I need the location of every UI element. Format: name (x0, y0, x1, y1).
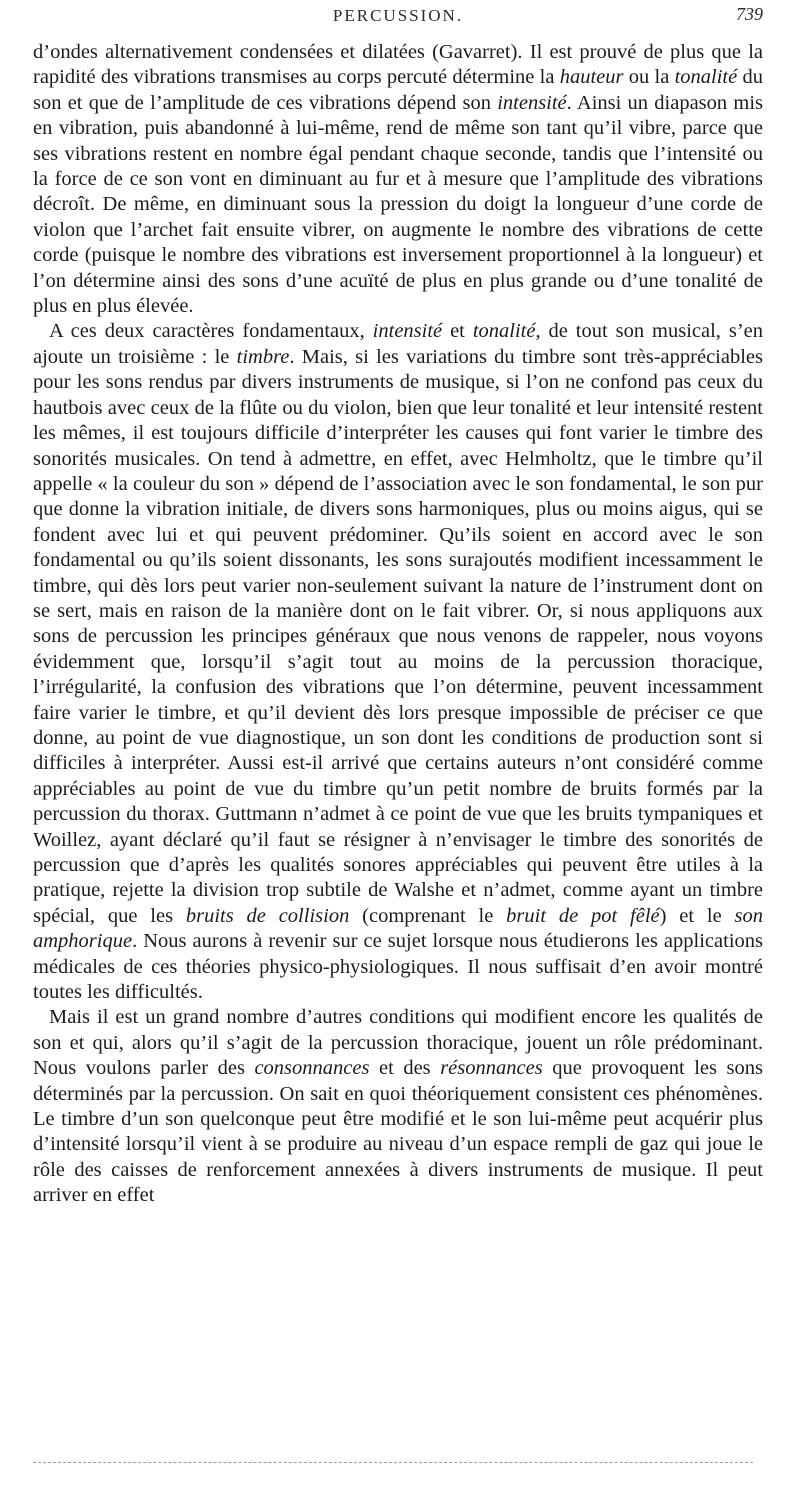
document-page (33, 0, 763, 1209)
text-run: et (442, 320, 473, 343)
text-run: d’ondes alternativement condensées et dilatées (Gavarret). Il est prouvé de plus que la rapidité des vibrations transmises au corps percuté détermine la (33, 41, 763, 89)
text-run: . Nous aurons à revenir sur ce sujet lorsque nous étudierons les applications médicales de ces théories physico-physiologiques. Il nous suffisait d’en avoir montré toutes les difficultés. (33, 930, 763, 1004)
text-run: . Mais, si les variations du timbre sont très-appréciables pour les sons rendus par divers instruments de musique, si l’on ne confond pas ceux du hautbois avec ceux de la flûte ou du violon, bien que leur tonalité et leur intensité restent les mêmes, il est toujours difficile d’interpréter les causes qui font varier le timbre des sonorités musicales. On tend à admettre, en effet, avec Helmholtz, que le timbre qu’il appelle « la couleur du son » dépend de l’association avec le son fondamental, le son pur que donne la vibration initiale, de divers sons harmoniques, plus ou moins aigus, qui se fondent avec lui et qui peuvent prédominer. Qu’ils soient en accord avec le son fondamental ou qu’ils soient dissonants, les sons surajoutés modifient incessamment le timbre, qui dès lors peut varier non-seulement suivant la nature de l’instrument dont on se sert, mais en raison de la manière dont on le fait vibrer. Or, si nous appliquons aux sons de percussion les principes généraux que nous venons de rappeler, nous voyons évidemment que, lorsqu’il s’agit tout au moins de la percussion thoracique, l’irrégularité, la confusion des vibrations que l’on détermine, peuvent incessamment faire varier le timbre, et qu’il devient dès lors presque impossible de préciser ce que donne, au point de vue diagnostique, un son dont les conditions de production sont si difficiles à interpréter. Aussi est-il arrivé que certains auteurs n’ont considéré comme appréciables au point de vue du timbre qu’un petit nombre de bruits formés par la percussion du thorax. Guttmann n’admet à ce point de vue que les bruits tympaniques et Woillez, ayant déclaré qu’il faut se résigner à n’envisager le timbre des sonorités de percussion que d’après les qualités sonores appréciables qui peuvent être utiles à la pratique, rejette la division trop subtile de Walshe et n’admet, comme ayant un timbre spécial, que les (33, 345, 763, 927)
italic-term: tonalité (674, 66, 738, 89)
text-run: que provoquent les sons déterminés par la percussion. On sait en quoi théoriquement consistent ces phénomènes. Le timbre d’un son quelconque peut être modifié et le son lui-même peut acquérir plus d’intensité lorsqu’il vient à se produire au niveau d’un espace rempli de gaz qui joue le rôle des caisses de renforcement annexées à divers instruments de musique. Il peut arriver en effet (33, 1057, 763, 1207)
italic-term: hauteur (559, 66, 624, 89)
paragraph-2 (33, 319, 763, 1005)
paragraph-3 (33, 1005, 763, 1208)
footer-divider (33, 1462, 753, 1463)
text-run: ) et le (659, 904, 735, 927)
text-run: A ces deux caractères fondamentaux, (49, 320, 373, 343)
italic-term: résonnances (440, 1057, 543, 1080)
page-number: 739 (736, 4, 763, 24)
paragraph-1 (33, 40, 763, 319)
text-run: et des (369, 1057, 441, 1080)
italic-term: bruits de collision (185, 904, 350, 927)
italic-term: son amphorique (33, 904, 763, 953)
text-run: . Ainsi un diapason mis en vibration, puis abandonné à lui-même, rend de même son tant qu’il vibre, parce que ses vibrations restent en nombre égal pendant chaque seconde, tandis que l’intensité ou la force de ce son vont en diminuant au fur et à mesure que l’amplitude des vibrations décroît. De même, en diminuant sous la pression du doigt la longueur d’une corde de violon que l’archet fait ensuite vibrer, on augmente le nombre des vibrations de cette corde (puisque le nombre des vibrations est inversement proportionnel à la longueur) et l’on détermine ainsi des sons d’une acuïté de plus en plus grande ou d’une tonalité de plus en plus élevée. (33, 91, 763, 318)
italic-term: intensité (497, 91, 567, 114)
italic-term: intensité (372, 320, 443, 343)
text-run: du son et que de l’amplitude de ces vibrations dépend son (33, 66, 764, 114)
running-header (33, 0, 763, 40)
text-run: , de tout son musical, s’en ajoute un troisième : le (33, 320, 763, 368)
text-run: Mais il est un grand nombre d’autres conditions qui modifient encore les qualités de son et qui, alors qu’il s’agit de la percussion thoracique, jouent un rôle prédominant. Nous voulons parler des (33, 1006, 763, 1080)
text-run: (comprenant le (349, 904, 507, 927)
italic-term: consonnances (254, 1057, 370, 1080)
page-title: PERCUSSION. (332, 6, 464, 25)
italic-term: bruit de pot fêlé (506, 904, 660, 927)
body-text (33, 40, 763, 1209)
text-run: ou la (623, 66, 675, 89)
italic-term: tonalité (472, 320, 536, 343)
italic-term: timbre (236, 345, 290, 368)
